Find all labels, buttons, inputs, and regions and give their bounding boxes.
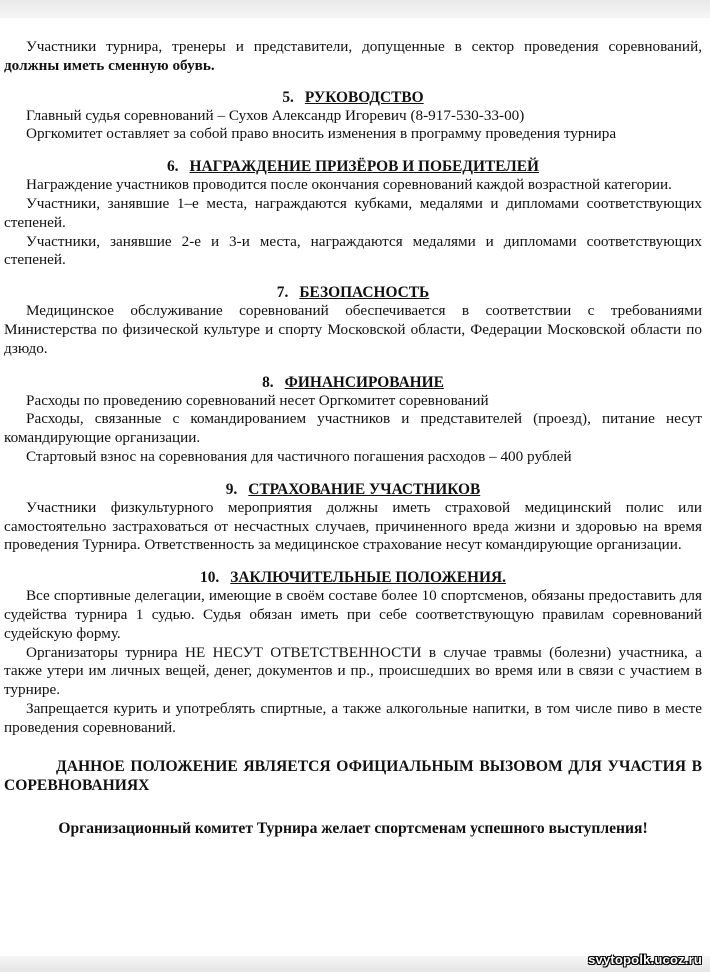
paragraph: Главный судья соревнований – Сухов Александр Игоревич (8-917-530-33-00)	[26, 106, 525, 124]
section-title: РУКОВОДСТВО	[304, 88, 424, 106]
section-title: НАГРАЖДЕНИЕ ПРИЗЁРОВ И ПОБЕДИТЕЛЕЙ	[189, 158, 540, 176]
paragraph: Участники, занявшие 1–е места, награждаются кубками, медалями и дипломами соответствующих степеней.	[4, 194, 702, 231]
section-heading-10	[4, 568, 702, 587]
document-page	[0, 38, 710, 838]
top-edge	[0, 0, 710, 18]
site-watermark: svytopolk.ucoz.ru	[588, 952, 702, 967]
section-number: 7.	[276, 284, 289, 302]
intro-paragraph	[4, 38, 702, 76]
section-number: 10.	[200, 569, 220, 587]
official-invitation-statement: ДАННОЕ ПОЛОЖЕНИЕ ЯВЛЯЕТСЯ ОФИЦИАЛЬНЫМ ВЫЗОВОМ ДЛЯ УЧАСТИЯ В СОРЕВНОВАНИЯХ	[4, 757, 702, 794]
section-title: ФИНАНСИРОВАНИЕ	[284, 373, 444, 391]
section-heading-9	[4, 480, 702, 499]
section-heading-5	[4, 88, 702, 107]
section-number: 8.	[262, 373, 274, 391]
paragraph: Медицинское обслуживание соревнований обеспечивается в соответствии с требованиями Министерства по физической культуре и спорту Московской области, Федерации Московской области по дзюдо.	[4, 302, 702, 357]
paragraph: Участники, занявшие 2-е и 3-и места, награждаются медалями и дипломами соответствующих степеней.	[4, 232, 702, 269]
paragraph: Расходы по проведению соревнований несет Оргкомитет соревнований	[26, 391, 489, 409]
section-number: 6.	[166, 158, 179, 176]
paragraph: Оргкомитет оставляет за собой право вносить изменения в программу проведения турнира	[26, 125, 617, 143]
paragraph: Расходы, связанные с командированием участников и представителей (проезд), питание несут командирующие организации.	[4, 410, 702, 447]
section-heading-7	[4, 283, 702, 302]
paragraph: Стартовый взнос на соревнования для частичного погашения расходов – 400 рублей	[26, 447, 572, 465]
section-title: БЕЗОПАСНОСТЬ	[299, 284, 430, 302]
paragraph: Организаторы турнира НЕ НЕСУТ ОТВЕТСТВЕННОСТИ в случае травмы (болезни) участника, а также утери им личных вещей, денег, документов и пр., происшедших во время или в связи с участием в турнире.	[4, 643, 702, 699]
paragraph: Награждение участников проводится после окончания соревнований каждой возрастной категории.	[26, 176, 672, 194]
paragraph: Запрещается курить и употреблять спиртные, а также алкогольные напитки, в том числе пиво в месте проведения соревнований.	[4, 699, 702, 736]
section-number: 9.	[225, 480, 238, 498]
section-title: ЗАКЛЮЧИТЕЛЬНЫЕ ПОЛОЖЕНИЯ.	[230, 569, 506, 587]
section-heading-6	[4, 157, 702, 176]
intro-bold-text: должны иметь сменную обувь.	[4, 56, 215, 74]
closing-wish: Организационный комитет Турнира желает спортсменам успешного выступления!	[58, 819, 648, 837]
section-number: 5.	[282, 88, 294, 106]
section-heading-8	[4, 373, 702, 392]
section-title: СТРАХОВАНИЕ УЧАСТНИКОВ	[248, 480, 481, 498]
intro-text: Участники турнира, тренеры и представители, допущенные в сектор проведения соревнований,	[26, 38, 702, 55]
paragraph: Участники физкультурного мероприятия должны иметь страховой медицинский полис или самостоятельно застраховаться от несчастных случаев, причиненного вреда жизни и здоровью на время проведения Турнира. Ответственность за медицинское страхование несут командирующие организации.	[4, 498, 702, 554]
paragraph: Все спортивные делегации, имеющие в своём составе более 10 спортсменов, обязаны предоставить для судейства турнира 1 судью. Судья обязан иметь при себе соответствующую правилам соревнований судейскую форму.	[4, 587, 702, 642]
